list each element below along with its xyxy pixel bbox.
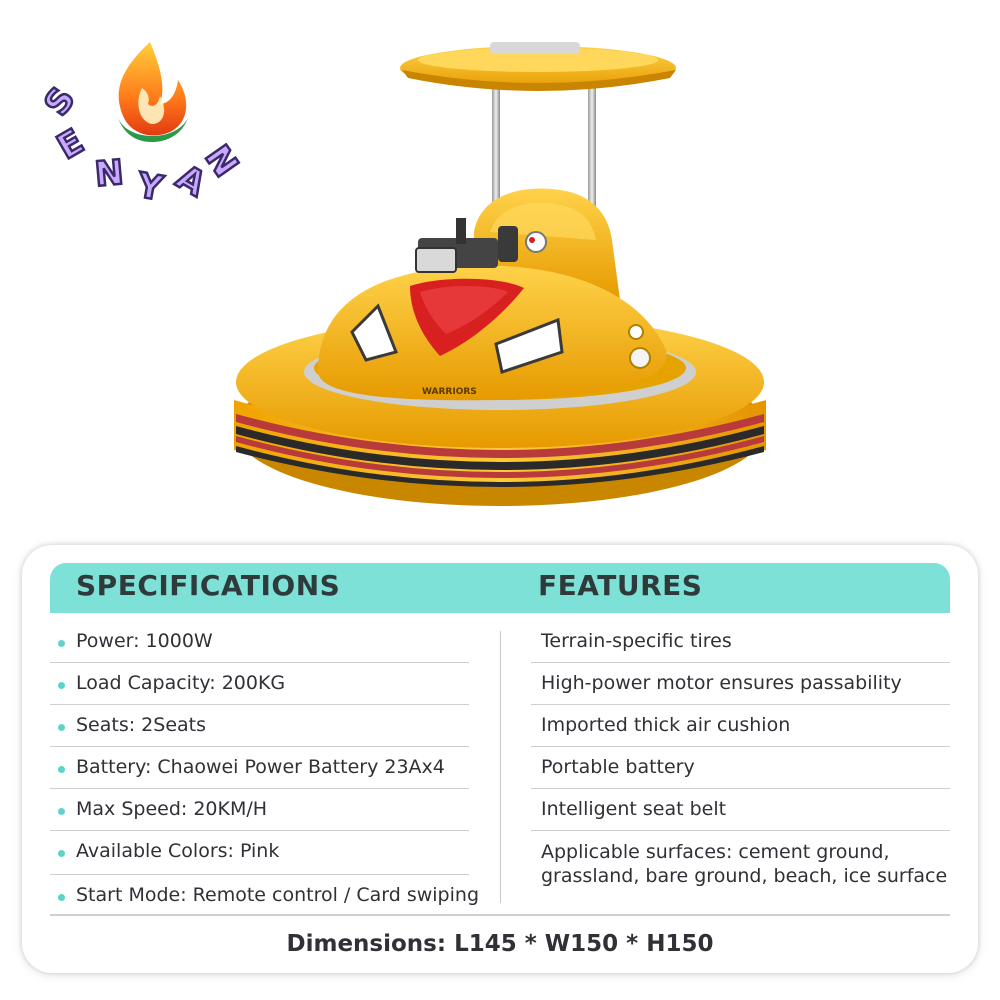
- bottom-divider: [50, 914, 950, 916]
- feature-item: Imported thick air cushion: [531, 705, 950, 747]
- bullet-icon: [58, 640, 65, 647]
- specifications-list: [50, 621, 479, 917]
- bullet-icon: [58, 894, 65, 901]
- feature-item: Portable battery: [531, 747, 950, 789]
- spec-item: Start Mode: Remote control / Card swiping: [50, 875, 469, 917]
- spec-item: Load Capacity: 200KG: [50, 663, 469, 705]
- svg-text:S: S: [36, 80, 84, 124]
- dimensions-text: Dimensions: L145 * W150 * H150: [286, 931, 714, 957]
- senyan-logo: [37, 42, 246, 209]
- features-list: [531, 621, 950, 917]
- svg-text:N: N: [93, 152, 126, 195]
- feature-item: High-power motor ensures passability: [531, 663, 950, 705]
- spec-item: Battery: Chaowei Power Battery 23Ax4: [50, 747, 469, 789]
- svg-text:N: N: [196, 138, 246, 185]
- column-divider: [500, 631, 501, 903]
- bullet-icon: [58, 724, 65, 731]
- bullet-icon: [58, 850, 65, 857]
- features-title: FEATURES: [538, 569, 703, 602]
- spec-item: Available Colors: Pink: [50, 831, 469, 875]
- svg-text:E: E: [50, 121, 91, 168]
- spec-card: [22, 545, 978, 973]
- feature-item: Terrain-specific tires: [531, 621, 950, 663]
- spec-item: Power: 1000W: [50, 621, 469, 663]
- card-header: [50, 563, 950, 613]
- warriors-badge: WARRIORS: [422, 387, 477, 397]
- bullet-icon: [58, 766, 65, 773]
- spec-item: Seats: 2Seats: [50, 705, 469, 747]
- svg-text:Y: Y: [134, 165, 166, 210]
- specifications-title: SPECIFICATIONS: [76, 569, 341, 602]
- bullet-icon: [58, 682, 65, 689]
- feature-item: Applicable surfaces: cement ground, grassland, bare ground, beach, ice surface: [541, 841, 948, 887]
- svg-text:A: A: [169, 157, 213, 205]
- feature-item: Intelligent seat belt: [531, 789, 950, 831]
- car-body: [318, 189, 667, 401]
- spec-item: Max Speed: 20KM/H: [50, 789, 469, 831]
- bullet-icon: [58, 808, 65, 815]
